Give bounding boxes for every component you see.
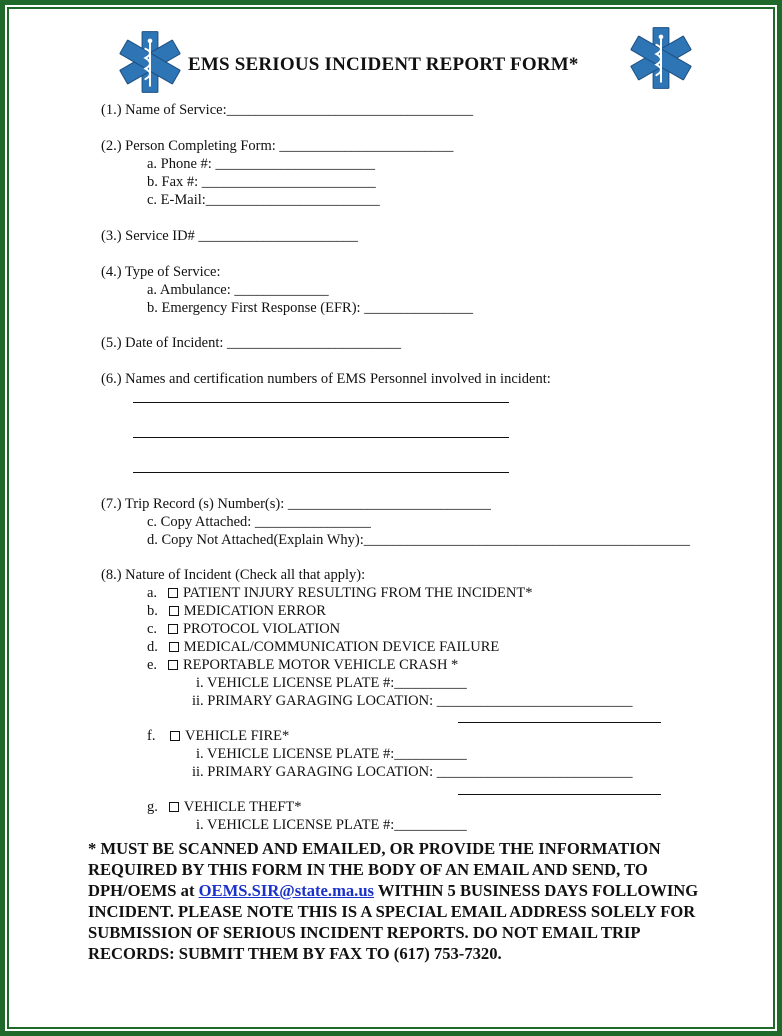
item-letter: f.	[147, 728, 156, 744]
item-letter: a.	[147, 585, 158, 601]
submission-instructions	[88, 838, 728, 965]
checkbox-icon[interactable]	[168, 660, 178, 670]
fire-garaging-line-2[interactable]	[458, 794, 661, 795]
copy-attached-field[interactable]: c. Copy Attached: ________________	[147, 514, 371, 530]
ambulance-field[interactable]: a. Ambulance: _____________	[147, 282, 329, 298]
checkbox-label: REPORTABLE MOTOR VEHICLE CRASH *	[182, 657, 459, 673]
form-title: EMS SERIOUS INCIDENT REPORT FORM*	[188, 54, 579, 75]
person-completing-form-field[interactable]: (2.) Person Completing Form: ________________________	[101, 138, 454, 154]
personnel-line-2[interactable]	[133, 437, 509, 438]
nature-of-incident-label: (8.) Nature of Incident (Check all that apply):	[101, 567, 366, 583]
checkbox-icon[interactable]	[168, 588, 178, 598]
personnel-line-3[interactable]	[133, 472, 509, 473]
star-of-life-icon	[117, 29, 183, 95]
email-field[interactable]: c. E-Mail:________________________	[147, 192, 380, 208]
checkbox-icon[interactable]	[169, 802, 179, 812]
date-of-incident-field[interactable]: (5.) Date of Incident: ________________________	[101, 335, 402, 351]
type-of-service-label: (4.) Type of Service:	[101, 264, 221, 280]
personnel-label: (6.) Names and certification numbers of EMS Personnel involved in incident:	[101, 371, 551, 387]
checkbox-patient-injury[interactable]	[147, 584, 532, 602]
checkbox-protocol-violation[interactable]	[147, 620, 340, 638]
trip-record-field[interactable]: (7.) Trip Record (s) Number(s): ____________________________	[101, 496, 491, 512]
item-letter: c.	[147, 621, 158, 637]
checkbox-icon[interactable]	[169, 642, 179, 652]
fire-garaging-location-field[interactable]: ii. PRIMARY GARAGING LOCATION: ___________________________	[192, 764, 633, 780]
service-id-field[interactable]: (3.) Service ID# ______________________	[101, 228, 358, 244]
item-letter: g.	[147, 799, 158, 815]
name-of-service-field[interactable]: (1.) Name of Service:__________________________________	[101, 102, 474, 118]
personnel-line-1[interactable]	[133, 402, 509, 403]
star-of-life-icon	[628, 25, 694, 91]
phone-field[interactable]: a. Phone #: ______________________	[147, 156, 375, 172]
efr-field[interactable]: b. Emergency First Response (EFR): _______________	[147, 300, 473, 316]
item-letter: b.	[147, 603, 158, 619]
checkbox-medication-error[interactable]	[147, 602, 326, 620]
checkbox-motor-vehicle-crash[interactable]	[147, 656, 458, 674]
checkbox-device-failure[interactable]	[147, 638, 499, 656]
crash-garaging-location-field[interactable]: ii. PRIMARY GARAGING LOCATION: ___________________________	[192, 693, 633, 709]
checkbox-vehicle-theft[interactable]	[147, 798, 302, 816]
checkbox-icon[interactable]	[170, 731, 180, 741]
crash-garaging-line-2[interactable]	[458, 722, 661, 723]
copy-not-attached-field[interactable]: d. Copy Not Attached(Explain Why):_____________________________________________	[147, 532, 691, 548]
checkbox-icon[interactable]	[169, 606, 179, 616]
checkbox-vehicle-fire[interactable]	[147, 727, 289, 745]
oems-email-link[interactable]: OEMS.SIR@state.ma.us	[198, 881, 375, 901]
theft-license-plate-field[interactable]: i. VEHICLE LICENSE PLATE #:__________	[196, 817, 467, 833]
checkbox-label: PATIENT INJURY RESULTING FROM THE INCIDENT*	[182, 585, 533, 601]
crash-license-plate-field[interactable]: i. VEHICLE LICENSE PLATE #:__________	[196, 675, 467, 691]
fire-license-plate-field[interactable]: i. VEHICLE LICENSE PLATE #:__________	[196, 746, 467, 762]
item-letter: d.	[147, 639, 158, 655]
checkbox-label: PROTOCOL VIOLATION	[182, 621, 341, 637]
instructions-part-2: WITHIN 5 BUSINESS DAYS FOLLOWING INCIDENT. PLEASE NOTE THIS IS A SPECIAL EMAIL ADDRESS SOLELY FOR SUBMISSION OF SERIOUS INCIDENT REPORTS. DO NOT EMAIL TRIP RECORDS: SUBMIT THEM BY FAX TO (617) 753-7320.	[88, 881, 699, 964]
checkbox-label: VEHICLE THEFT*	[183, 799, 302, 815]
instructions-part-1: * MUST BE SCANNED AND EMAILED, OR PROVIDE THE INFORMATION REQUIRED BY THIS FORM IN THE BODY OF AN EMAIL AND SEND, TO DPH/OEMS at	[88, 839, 661, 901]
fax-field[interactable]: b. Fax #: ________________________	[147, 174, 376, 190]
checkbox-label: VEHICLE FIRE*	[184, 728, 290, 744]
checkbox-icon[interactable]	[168, 624, 178, 634]
checkbox-label: MEDICATION ERROR	[183, 603, 326, 619]
item-letter: e.	[147, 657, 158, 673]
checkbox-label: MEDICAL/COMMUNICATION DEVICE FAILURE	[183, 639, 500, 655]
